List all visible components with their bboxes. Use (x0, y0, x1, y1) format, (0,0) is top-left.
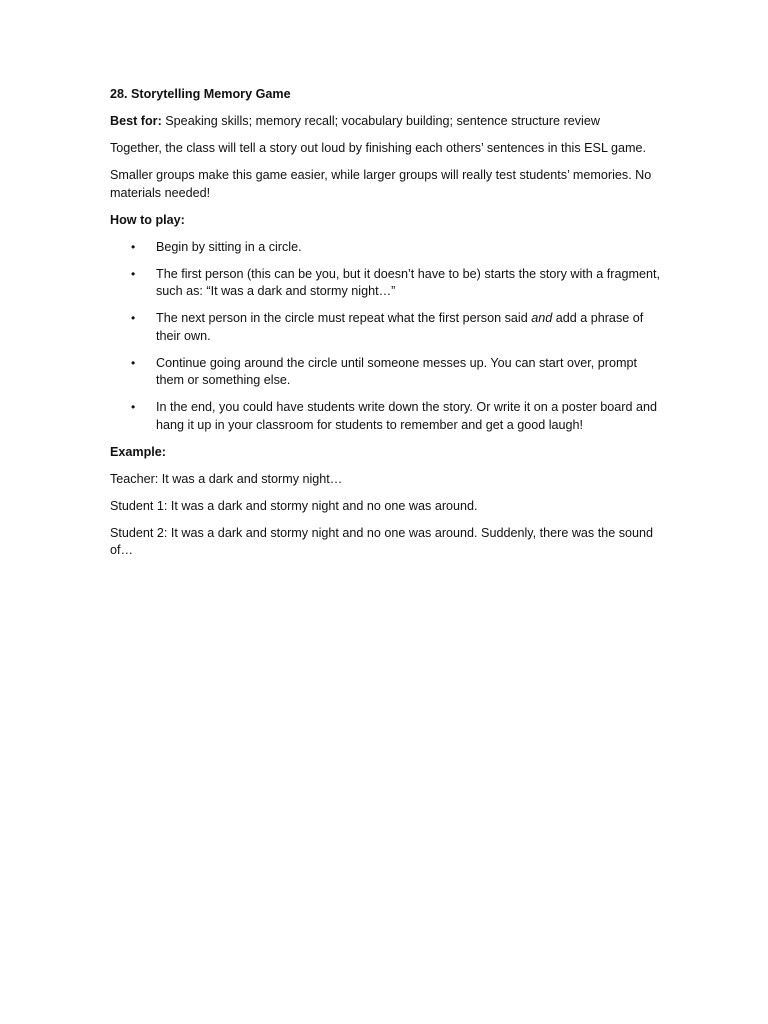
list-item (110, 239, 662, 257)
best-for-text: Speaking skills; memory recall; vocabulary building; sentence structure review (161, 114, 600, 128)
how-to-play-heading: How to play: (110, 212, 185, 227)
list-item-emphasis: and (531, 311, 553, 325)
list-item-text: In the end, you could have students write down the story. Or write it on a poster board and hang it up in your classroom for students to remember and get a good laugh! (156, 400, 658, 432)
list-item-text-before: The next person in the circle must repeat what the first person said (156, 311, 532, 325)
example-line-teacher: Teacher: It was a dark and stormy night… (110, 471, 343, 486)
list-item-text: Continue going around the circle until someone messes up. You can start over, prompt them or something else. (156, 355, 637, 387)
best-for-label: Best for: (110, 114, 162, 128)
intro-paragraph: Together, the class will tell a story out loud by finishing each others’ sentences in this ESL game. (110, 141, 646, 155)
list-item-text-after: add a phrase of their own. (156, 311, 644, 343)
example-heading: Example: (110, 444, 166, 459)
list-item-text: Begin by sitting in a circle. (156, 239, 302, 254)
list-item (110, 399, 662, 434)
bullet-icon: • (131, 239, 136, 254)
list-item (110, 355, 662, 390)
bullet-icon: • (131, 400, 136, 414)
how-to-play-list (110, 239, 662, 435)
best-for-line (110, 113, 662, 131)
section-title: 28. Storytelling Memory Game (110, 87, 291, 101)
bullet-icon: • (131, 266, 136, 281)
group-note-paragraph: Smaller groups make this game easier, while larger groups will really test students’ memories. No materials needed! (110, 168, 652, 200)
bullet-icon: • (131, 355, 136, 370)
document-page (110, 86, 662, 569)
list-item-text: The first person (this can be you, but it doesn’t have to be) starts the story with a fragment, such as: “It was a dark and stormy night…” (156, 266, 660, 298)
list-item (110, 310, 662, 345)
example-line-student-2: Student 2: It was a dark and stormy night and no one was around. Suddenly, there was the sound of… (110, 525, 654, 557)
example-line-student-1: Student 1: It was a dark and stormy night and no one was around. (110, 498, 478, 513)
list-item (110, 266, 662, 301)
bullet-icon: • (131, 311, 136, 325)
